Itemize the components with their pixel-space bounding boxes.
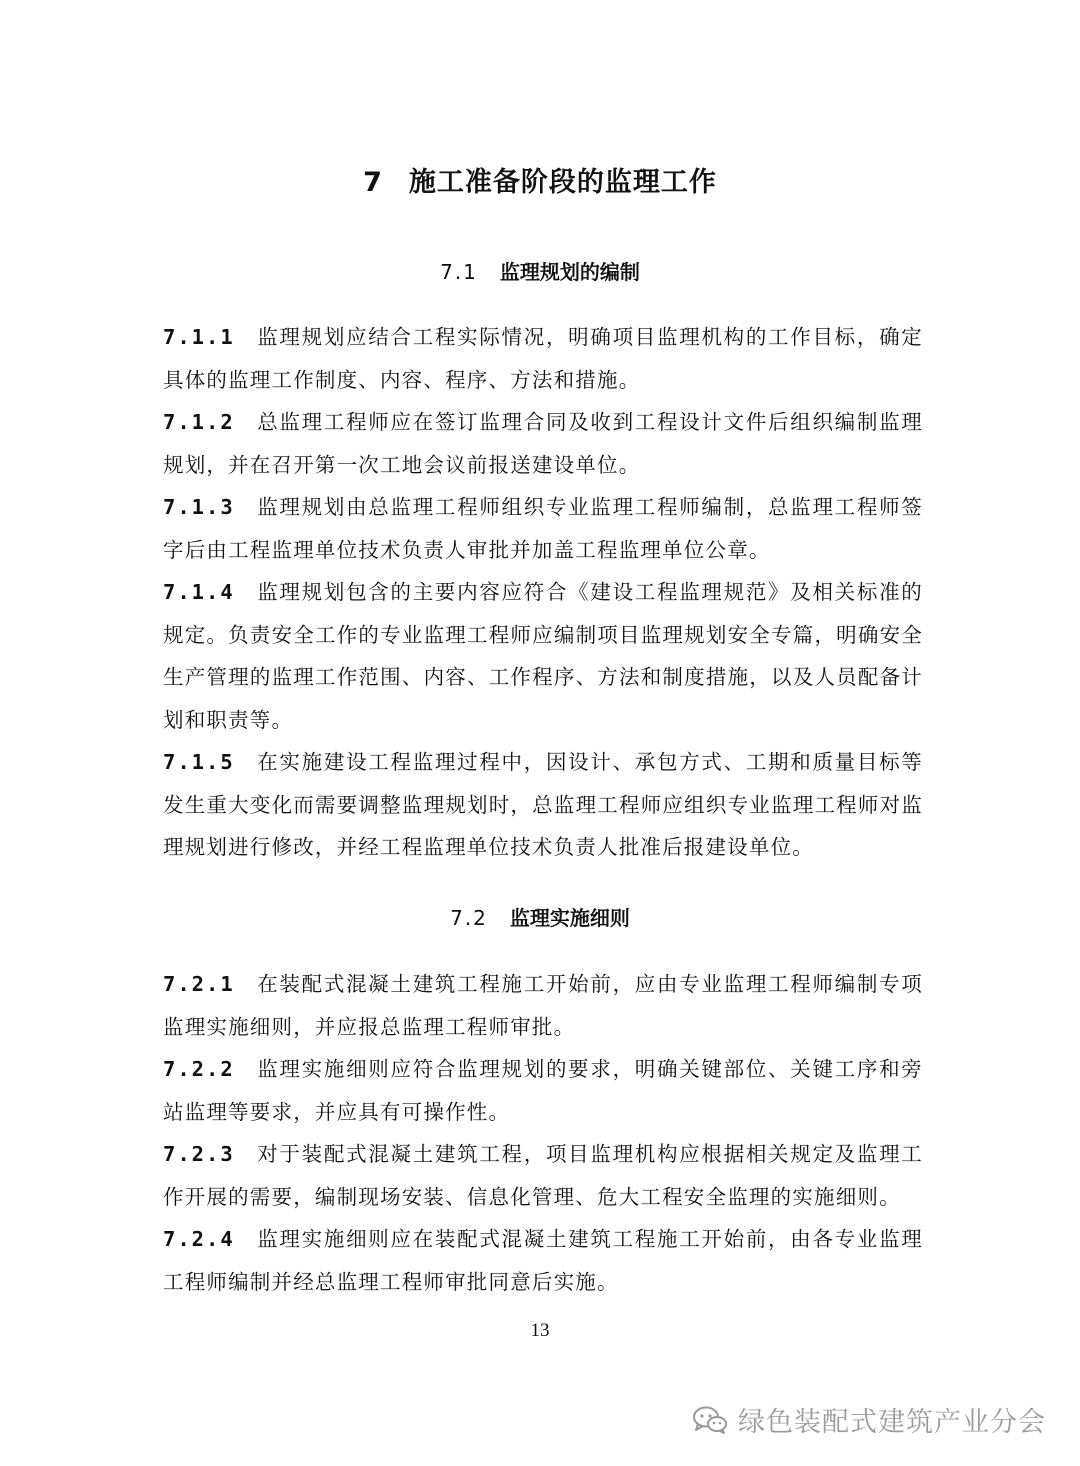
clause-7-1-1 bbox=[163, 316, 923, 401]
clause-7-2-3 bbox=[163, 1133, 923, 1218]
clause-7-1-3 bbox=[163, 486, 923, 571]
clause-text: 监理实施细则应在装配式混凝土建筑工程施工开始前，由各专业监理工程师编制并经总监理工程师审批同意后实施。 bbox=[163, 1227, 923, 1294]
wechat-icon bbox=[692, 1405, 728, 1435]
watermark-text: 绿色装配式建筑产业分会 bbox=[738, 1407, 1046, 1438]
section-title-7-2 bbox=[0, 902, 1080, 931]
clause-number: 7.1.3 bbox=[163, 495, 235, 519]
clause-7-2-2 bbox=[163, 1048, 923, 1133]
section-number: 7.1 bbox=[440, 260, 478, 284]
section-7-1-clauses bbox=[163, 316, 923, 869]
clause-number: 7.1.1 bbox=[163, 325, 235, 349]
section-title-7-1 bbox=[0, 256, 1080, 285]
section-title-text: 监理实施细则 bbox=[509, 906, 630, 930]
section-title-text: 监理规划的编制 bbox=[499, 260, 640, 284]
clause-number: 7.2.2 bbox=[163, 1057, 235, 1081]
clause-number: 7.1.4 bbox=[163, 580, 235, 604]
clause-number: 7.2.1 bbox=[163, 972, 235, 996]
section-number: 7.2 bbox=[450, 906, 488, 930]
clause-text: 在装配式混凝土建筑工程施工开始前，应由专业监理工程师编制专项监理实施细则，并应报总监理工程师审批。 bbox=[163, 972, 923, 1039]
watermark bbox=[692, 1400, 1046, 1439]
chapter-title bbox=[0, 160, 1080, 199]
clause-number: 7.2.4 bbox=[163, 1227, 235, 1251]
clause-text: 对于装配式混凝土建筑工程，项目监理机构应根据相关规定及监理工作开展的需要，编制现场安装、信息化管理、危大工程安全监理的实施细则。 bbox=[163, 1142, 923, 1209]
section-7-2-clauses bbox=[163, 963, 923, 1303]
clause-7-1-4 bbox=[163, 571, 923, 741]
clause-number: 7.2.3 bbox=[163, 1142, 235, 1166]
chapter-title-text: 施工准备阶段的监理工作 bbox=[408, 167, 717, 198]
clause-text: 在实施建设工程监理过程中，因设计、承包方式、工期和质量目标等发生重大变化而需要调整监理规划时，总监理工程师应组织专业监理工程师对监理规划进行修改，并经工程监理单位技术负责人批准后报建设单位。 bbox=[163, 750, 923, 859]
clause-number: 7.1.2 bbox=[163, 410, 235, 434]
clause-text: 监理规划由总监理工程师组织专业监理工程师编制，总监理工程师签字后由工程监理单位技术负责人审批并加盖工程监理单位公章。 bbox=[163, 495, 923, 562]
clause-number: 7.1.5 bbox=[163, 750, 235, 774]
page-number: 13 bbox=[530, 1320, 550, 1341]
chapter-number: 7 bbox=[363, 167, 383, 198]
clause-text: 监理规划包含的主要内容应符合《建设工程监理规范》及相关标准的规定。负责安全工作的专业监理工程师应编制项目监理规划安全专篇，明确安全生产管理的监理工作范围、内容、工作程序、方法和制度措施，以及人员配备计划和职责等。 bbox=[163, 580, 923, 732]
clause-7-1-5 bbox=[163, 741, 923, 869]
clause-7-2-1 bbox=[163, 963, 923, 1048]
clause-text: 监理实施细则应符合监理规划的要求，明确关键部位、关键工序和旁站监理等要求，并应具有可操作性。 bbox=[163, 1057, 923, 1124]
clause-7-1-2 bbox=[163, 401, 923, 486]
clause-text: 监理规划应结合工程实际情况，明确项目监理机构的工作目标，确定具体的监理工作制度、内容、程序、方法和措施。 bbox=[163, 325, 923, 392]
clause-text: 总监理工程师应在签订监理合同及收到工程设计文件后组织编制监理规划，并在召开第一次工地会议前报送建设单位。 bbox=[163, 410, 923, 477]
clause-7-2-4 bbox=[163, 1218, 923, 1303]
